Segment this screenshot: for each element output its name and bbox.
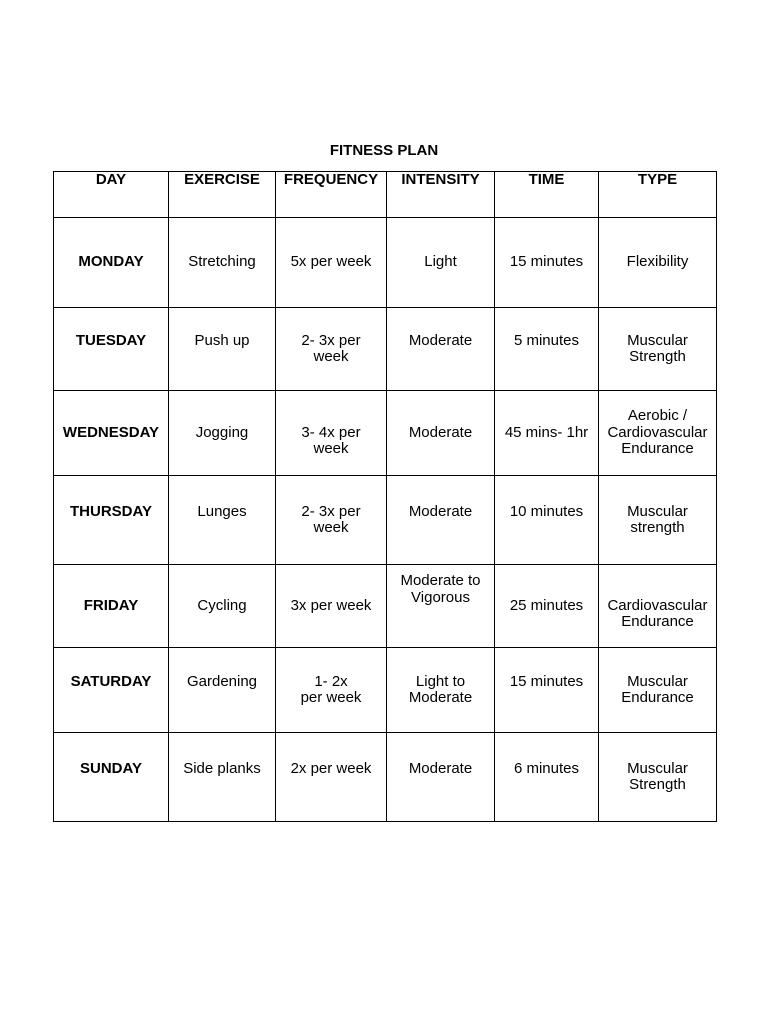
frequency-cell: 3x per week [276, 565, 387, 648]
day-cell: TUESDAY [54, 308, 169, 391]
header-row [54, 172, 717, 218]
exercise-cell: Cycling [169, 565, 276, 648]
frequency-cell: 2x per week [276, 733, 387, 822]
frequency-cell: 2- 3x per week [276, 308, 387, 391]
header-exercise: EXERCISE [169, 172, 276, 218]
header-intensity: INTENSITY [387, 172, 495, 218]
frequency-cell: 5x per week [276, 218, 387, 308]
type-cell: Cardiovascular Endurance [599, 565, 717, 648]
type-cell: Muscular Strength [599, 308, 717, 391]
type-cell: Muscular Endurance [599, 648, 717, 733]
intensity-cell: Moderate [387, 391, 495, 476]
time-cell: 5 minutes [495, 308, 599, 391]
day-cell: THURSDAY [54, 476, 169, 565]
intensity-cell: Moderate [387, 308, 495, 391]
time-cell: 25 minutes [495, 565, 599, 648]
intensity-cell: Light [387, 218, 495, 308]
day-cell: WEDNESDAY [54, 391, 169, 476]
exercise-cell: Side planks [169, 733, 276, 822]
time-cell: 6 minutes [495, 733, 599, 822]
day-cell: FRIDAY [54, 565, 169, 648]
exercise-cell: Push up [169, 308, 276, 391]
table-row [54, 218, 717, 308]
type-cell: Muscular strength [599, 476, 717, 565]
intensity-cell: Moderate [387, 733, 495, 822]
table-row [54, 565, 717, 648]
intensity-cell: Light to Moderate [387, 648, 495, 733]
header-time: TIME [495, 172, 599, 218]
exercise-cell: Stretching [169, 218, 276, 308]
day-cell: SATURDAY [54, 648, 169, 733]
frequency-cell: 2- 3x per week [276, 476, 387, 565]
intensity-cell: Moderate [387, 476, 495, 565]
table-row [54, 733, 717, 822]
time-cell: 15 minutes [495, 218, 599, 308]
time-cell: 10 minutes [495, 476, 599, 565]
type-cell: Aerobic / Cardiovascular Endurance [599, 391, 717, 476]
table-row [54, 476, 717, 565]
header-type: TYPE [599, 172, 717, 218]
exercise-cell: Gardening [169, 648, 276, 733]
fitness-plan-table [53, 171, 717, 822]
type-cell: Flexibility [599, 218, 717, 308]
page-title: FITNESS PLAN [329, 142, 439, 159]
exercise-cell: Lunges [169, 476, 276, 565]
table-row [54, 308, 717, 391]
day-cell: MONDAY [54, 218, 169, 308]
frequency-cell: 1- 2x per week [276, 648, 387, 733]
type-cell: Muscular Strength [599, 733, 717, 822]
header-day: DAY [54, 172, 169, 218]
intensity-cell: Moderate to Vigorous [387, 565, 495, 648]
time-cell: 45 mins- 1hr [495, 391, 599, 476]
frequency-cell: 3- 4x per week [276, 391, 387, 476]
time-cell: 15 minutes [495, 648, 599, 733]
table-row [54, 648, 717, 733]
exercise-cell: Jogging [169, 391, 276, 476]
header-frequency: FREQUENCY [276, 172, 387, 218]
day-cell: SUNDAY [54, 733, 169, 822]
table-row [54, 391, 717, 476]
